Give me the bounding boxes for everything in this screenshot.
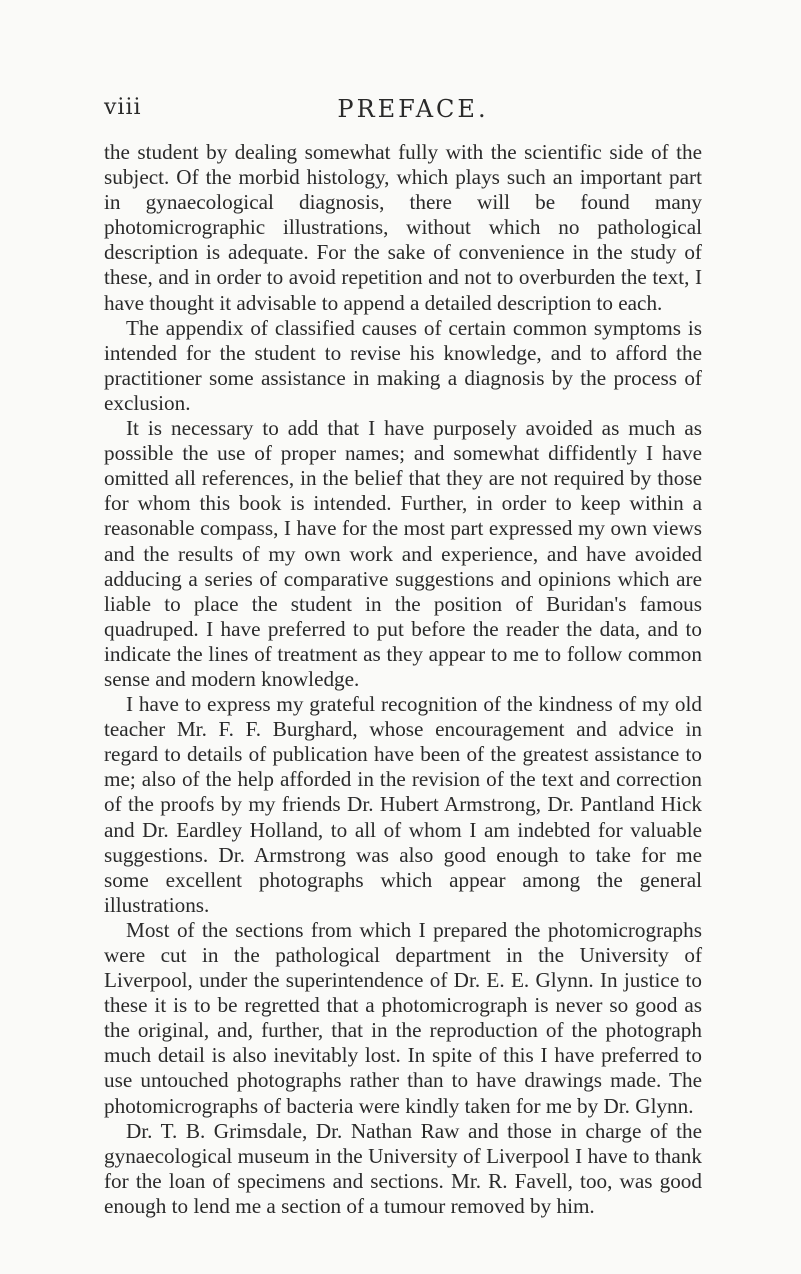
page-title: PREFACE. (337, 95, 489, 123)
running-head (104, 95, 702, 123)
paragraph-1: the student by dealing somewhat fully with the scientific side of the subject. Of the morbid histology, which plays such an important part in gynaecological diagnosis, there will be found many photomicrographic illustrations, without which no pathological description is adequate. For the sake of convenience in the study of these, and in order to avoid repetition and not to overburden the text, I have thought it advisable to append a detailed description to each. (104, 140, 702, 315)
page-number: viii (104, 95, 142, 120)
paragraph-4: I have to express my grateful recognition of the kindness of my old teacher Mr. F. F. Burghard, whose encouragement and advice in regard to details of publication have been of the greatest assistance to me; also of the help afforded in the revision of the text and correction of the proofs by my friends Dr. Hubert Armstrong, Dr. Pantland Hick and Dr. Eardley Holland, to all of whom I am indebted for valuable suggestions. Dr. Armstrong was also good enough to take for me some excellent photographs which appear among the general illustrations. (104, 692, 702, 917)
preface-body (104, 140, 702, 1219)
paragraph-5: Most of the sections from which I prepared the photomicrographs were cut in the pathological department in the University of Liverpool, under the superintendence of Dr. E. E. Glynn. In justice to these it is to be regretted that a photomicrograph is never so good as the original, and, further, that in the reproduction of the photograph much detail is also inevitably lost. In spite of this I have preferred to use untouched photographs rather than to have drawings made. The photomicrographs of bacteria were kindly taken for me by Dr. Glynn. (104, 917, 702, 1118)
paragraph-6: Dr. T. B. Grimsdale, Dr. Nathan Raw and those in charge of the gynaecological museum in the University of Liverpool I have to thank for the loan of specimens and sections. Mr. R. Favell, too, was good enough to lend me a section of a tumour removed by him. (104, 1118, 702, 1218)
paragraph-3: It is necessary to add that I have purposely avoided as much as possible the use of proper names; and somewhat diffidently I have omitted all references, in the belief that they are not required by those for whom this book is intended. Further, in order to keep within a reasonable compass, I have for the most part expressed my own views and the results of my own work and experience, and have avoided adducing a series of comparative suggestions and opinions which are liable to place the student in the position of Buridan's famous quadruped. I have preferred to put before the reader the data, and to indicate the lines of treatment as they appear to me to follow common sense and modern knowledge. (104, 416, 702, 691)
paragraph-2: The appendix of classified causes of certain common symptoms is intended for the student to revise his knowledge, and to afford the practitioner some assistance in making a diagnosis by the process of exclusion. (104, 315, 702, 415)
